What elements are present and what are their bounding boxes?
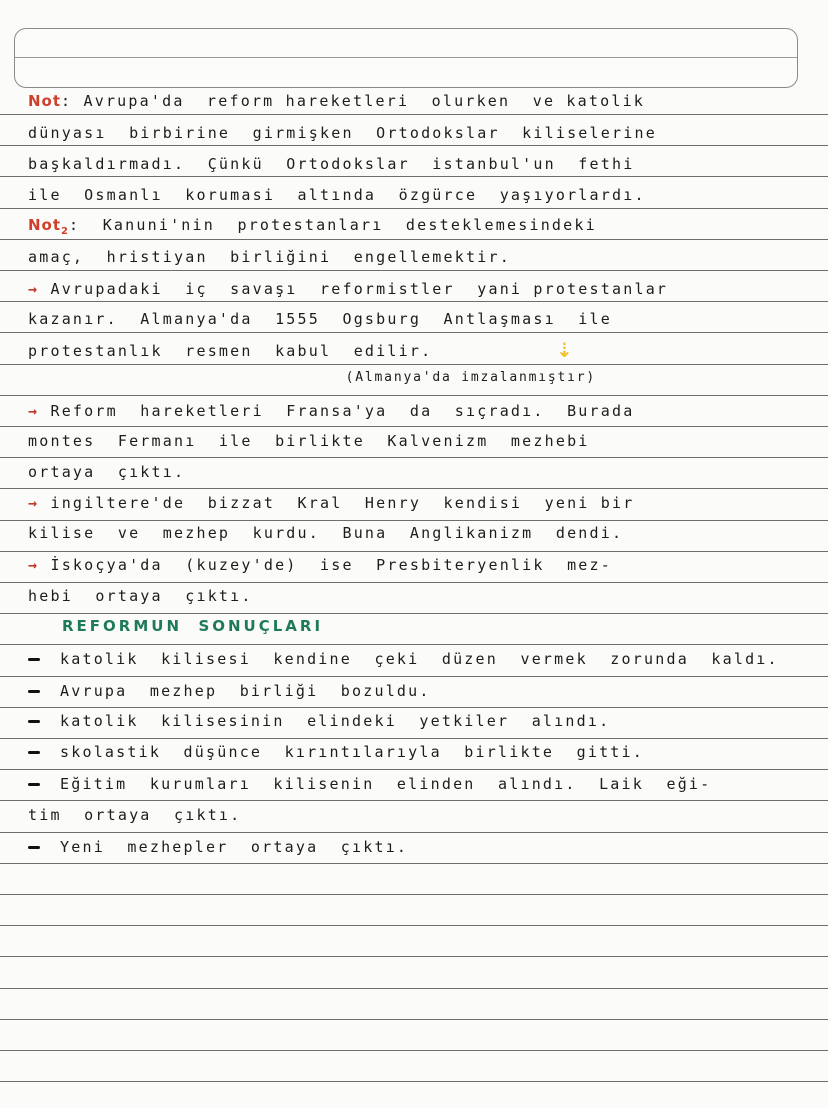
note-line-4: ile Osmanlı korumasi altında özgürce yaşıyorlardı. (28, 186, 646, 204)
bullet-dash-icon (28, 783, 40, 786)
ruled-line (0, 457, 828, 458)
ruled-line (0, 769, 828, 770)
ruled-line (0, 1019, 828, 1020)
note-line-11: → Reform hareketleri Fransa'ya da sıçradı. Burada (28, 402, 635, 420)
result-item-1: katolik kilisesi kendine çeki düzen vermek zorunda kaldı. (28, 650, 779, 668)
result-item-2: Avrupa mezhep birliği bozuldu. (28, 682, 431, 700)
note-line-16: → İskoçya'da (kuzey'de) ise Presbiteryenlik mez- (28, 556, 613, 574)
ruled-line (0, 520, 828, 521)
ruled-line (0, 239, 828, 240)
arrow-icon: → (28, 280, 40, 298)
header-box (14, 28, 798, 88)
ruled-line (0, 644, 828, 645)
ruled-line (0, 488, 828, 489)
note-line-17: hebi ortaya çıktı. (28, 587, 253, 605)
ruled-line (0, 582, 828, 583)
ruled-line (0, 114, 828, 115)
ruled-line (0, 270, 828, 271)
note-line-5: Not$_2$: Kanuni'nin protestanları desteklemesindeki (28, 216, 597, 237)
section-title: REFORMUN SONUÇLARI (62, 617, 324, 635)
note-line-15: kilise ve mezhep kurdu. Buna Anglikanizm dendi. (28, 524, 624, 542)
ruled-line (0, 676, 828, 677)
down-arrow-icon: ⇣ (556, 338, 573, 362)
ruled-line (0, 956, 828, 957)
note-line-9: protestanlık resmen kabul edilir. (28, 342, 433, 360)
ruled-line (0, 863, 828, 864)
ruled-line (0, 301, 828, 302)
note-line-13: ortaya çıktı. (28, 463, 186, 481)
ruled-line (0, 613, 828, 614)
ruled-line (0, 925, 828, 926)
ruled-line (0, 800, 828, 801)
note-line-3: başkaldırmadı. Çünkü Ortodokslar istanbul'un fethi (28, 155, 635, 173)
ruled-line (0, 551, 828, 552)
note-line-8: kazanır. Almanya'da 1555 Ogsburg Antlaşması ile (28, 310, 612, 328)
ruled-line (0, 208, 828, 209)
ruled-line (0, 1081, 828, 1082)
ruled-line (0, 395, 828, 396)
bullet-dash-icon (28, 846, 40, 849)
note-line-14: → ingiltere'de bizzat Kral Henry kendisi yeni bir (28, 494, 635, 512)
bullet-dash-icon (28, 690, 40, 693)
result-item-6: Yeni mezhepler ortaya çıktı. (28, 838, 408, 856)
ruled-line (0, 988, 828, 989)
note-line-1: Not: Avrupa'da reform hareketleri olurken ve katolik (28, 92, 646, 110)
ruled-line (0, 332, 828, 333)
ruled-line (0, 1050, 828, 1051)
bullet-dash-icon (28, 658, 40, 661)
ruled-line (0, 364, 828, 365)
ruled-line (0, 426, 828, 427)
ruled-line (0, 894, 828, 895)
result-item-5-cont: tim ortaya çıktı. (28, 806, 242, 824)
arrow-icon: → (28, 402, 40, 420)
result-item-3: katolik kilisesinin elindeki yetkiler alındı. (28, 712, 610, 730)
arrow-icon: → (28, 494, 40, 512)
bullet-dash-icon (28, 751, 40, 754)
note-line-7: → Avrupadaki iç savaşı reformistler yani protestanlar (28, 280, 669, 298)
header-divider (15, 57, 797, 58)
ruled-line (0, 832, 828, 833)
ruled-line (0, 707, 828, 708)
result-item-5: Eğitim kurumları kilisenin elinden alındı. Laik eği- (28, 775, 711, 793)
ruled-line (0, 738, 828, 739)
ruled-line (0, 145, 828, 146)
ruled-line (0, 176, 828, 177)
bullet-dash-icon (28, 720, 40, 723)
note-line-10: (Almanya'da imzalanmıştır) (28, 370, 596, 385)
note-line-12: montes Fermanı ile birlikte Kalvenizm mezhebi (28, 432, 590, 450)
result-item-4: skolastik düşünce kırıntılarıyla birlikte gitti. (28, 743, 644, 761)
note-line-2: dünyası birbirine girmişken Ortodokslar kiliselerine (28, 124, 657, 142)
arrow-icon: → (28, 556, 40, 574)
note-line-6: amaç, hristiyan birliğini engellemektir. (28, 248, 511, 266)
